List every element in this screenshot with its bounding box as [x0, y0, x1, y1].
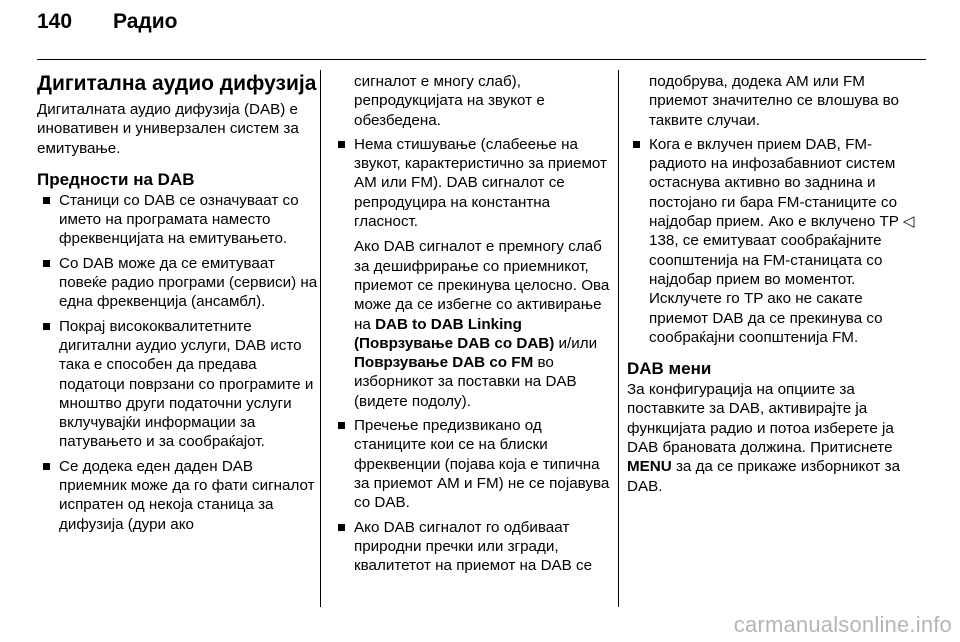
column-2	[332, 72, 617, 575]
bullet-icon	[43, 323, 50, 330]
dab-linking-option: DAB to DAB Linking (Поврзување DAB со DAB)	[354, 315, 555, 352]
column-3	[627, 72, 917, 496]
continuation-text: сигналот е многу слаб), репродукцијата на звукот е обезбедена.	[354, 73, 545, 129]
sub-text-a: Ако DAB сигналот е премногу слаб за дешифрирање со приемникот, приемот се прекинува целосно. Ова може да се избегне со активирање на	[354, 238, 610, 333]
list-item-text: Нема стишување (слабеење на звукот, карактеристично за приемот AM или FM). DAB сигналот се репродуцира на константна гласност.	[354, 135, 607, 231]
section-title: Радио	[113, 10, 178, 33]
list-item-continuation	[627, 72, 917, 130]
list-item-text-b: 138, се емитуваат сообраќајните соопштенија на FM-станицата со најдобар прием во моментот. Исклучете го TP ако не сакате приемот DAB да се прекинува со сообраќајни соопштенија FM.	[649, 232, 883, 346]
list-item-continuation	[332, 72, 617, 130]
list-item	[332, 518, 617, 576]
list-item-text: Покрај висококвалитетните дигитални аудио услуги, DAB исто така е способен да предава податоци поврзани со програмите и мноштво други податочни услуги вклучувајќи информации за патувањето и за сообраќајот.	[59, 317, 314, 451]
list-item-text: Ако DAB сигналот го одбиваат природни пречки или згради, квалитетот на приемот на DAB се	[354, 518, 593, 575]
list-item	[37, 457, 319, 534]
bullet-icon	[633, 141, 640, 148]
column-divider-2	[618, 70, 619, 607]
sub-text-b: и/или	[554, 334, 598, 352]
list-item	[627, 135, 917, 347]
sub-text-c: во изборникот за поставки на DAB (видете подолу).	[354, 354, 577, 410]
column-divider-1	[320, 70, 321, 607]
page-reference-icon: ◁	[902, 213, 915, 231]
watermark: carmanualsonline.info	[733, 612, 952, 637]
list-item-text: Пречење предизвикано од станиците кои се на блиски фреквенции (појава која е типична за приемот AM и FM) не се појавува со DAB.	[354, 417, 610, 512]
menu-text-b: за да се прикаже изборникот за DAB.	[627, 458, 901, 495]
advantages-heading: Предности на DAB	[37, 169, 195, 189]
main-heading: Дигитална аудио дифузија	[37, 72, 317, 95]
list-item-text: Со DAB може да се емитуваат повеќе радио програми (сервиси) на една фреквенција (ансамбл).	[59, 254, 318, 311]
list-item	[37, 191, 319, 249]
bullet-icon	[43, 260, 50, 267]
continuation-text: подобрува, додека AM или FM приемот значително се влошува во таквите случаи.	[649, 73, 899, 129]
bullet-icon	[338, 524, 345, 531]
menu-text-a: За конфигурација на опциите за поставките за DAB, активирајте ја функцијата радио и потоа изберете ја DAB брановата должина. Притиснете	[627, 381, 894, 457]
list-item	[37, 254, 319, 312]
page-number: 140	[37, 10, 73, 33]
bullet-icon	[43, 197, 50, 204]
bullet-icon	[338, 141, 345, 148]
list-item-text: Станици со DAB се означуваат со името на програмата наместо фреквенцијата на емитувањето.	[59, 191, 299, 248]
list-item	[332, 416, 617, 512]
list-item	[37, 317, 319, 452]
list-item	[332, 135, 617, 231]
menu-button-label: MENU	[627, 458, 672, 476]
dab-menu-paragraph	[627, 380, 917, 496]
page-header	[37, 10, 927, 50]
list-item-text-a: Кога е вклучен прием DAB, FM-радиото на инфозабавниот систем остаснува активно во заднина и постојано ги бара FM-станиците со најдобар прием. Ако е вклучено TP	[649, 135, 903, 231]
bullet-icon	[338, 422, 345, 429]
intro-paragraph: Дигиталната аудио дифузија (DAB) е иновативен и универзален систем за емитување.	[37, 101, 299, 157]
list-item-subparagraph	[332, 237, 617, 411]
dab-fm-linking-option: Поврзување DAB со FM	[354, 354, 534, 372]
column-1	[37, 72, 319, 534]
list-item-text: Се додека еден даден DAB приемник може да го фати сигналот испратен од некоја станица за дифузија (дури ако	[59, 457, 315, 533]
dab-menu-heading: DAB мени	[627, 359, 712, 379]
header-divider	[37, 59, 926, 60]
bullet-icon	[43, 463, 50, 470]
